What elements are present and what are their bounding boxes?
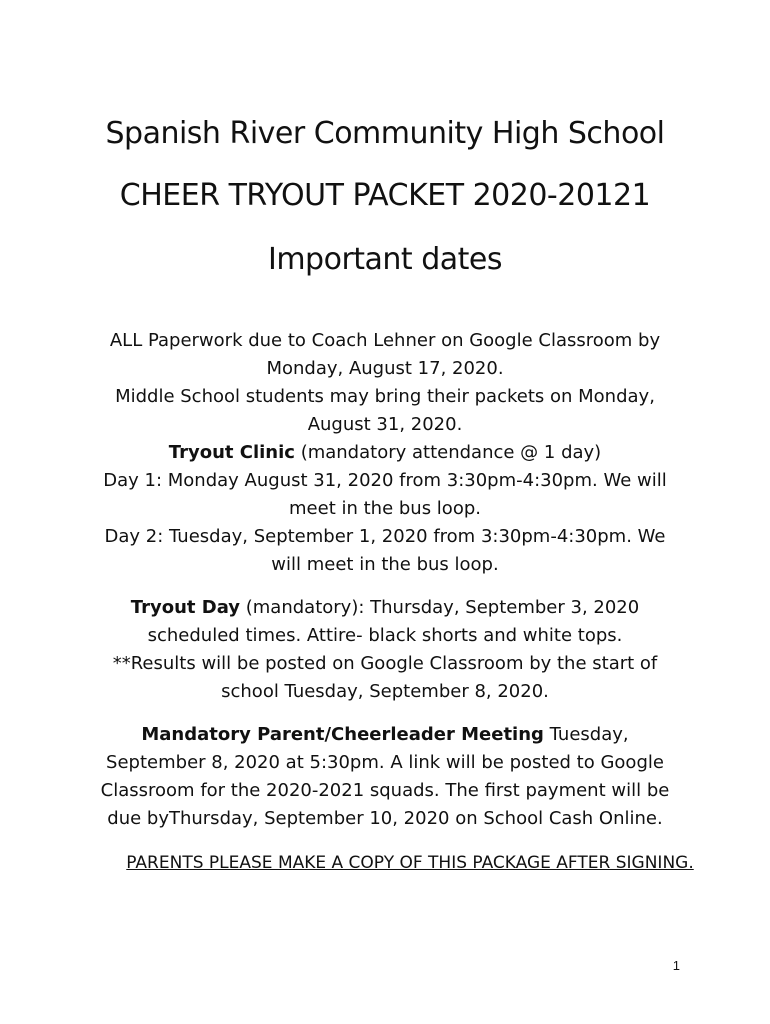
page-number: 1 bbox=[672, 958, 680, 973]
clinic-label: Tryout Clinic bbox=[168, 442, 295, 463]
results-text: **Results will be posted on Google Classroom by the start of school Tuesday, September 8, 2020. bbox=[112, 653, 658, 702]
clinic-day2-text: Day 2: Tuesday, September 1, 2020 from 3:30pm-4:30pm. We will meet in the bus loop. bbox=[104, 526, 666, 575]
clinic-line bbox=[90, 439, 680, 467]
parents-note: PARENTS PLEASE MAKE A COPY OF THIS PACKAGE AFTER SIGNING. bbox=[126, 853, 694, 873]
clinic-day1-text: Day 1: Monday August 31, 2020 from 3:30pm-4:30pm. We will meet in the bus loop. bbox=[103, 470, 667, 519]
paperwork-section bbox=[90, 327, 680, 579]
important-dates-heading: Important dates bbox=[267, 242, 503, 277]
tryout-label: Tryout Day bbox=[130, 597, 241, 618]
meeting-section bbox=[90, 721, 680, 833]
paperwork-due-text: ALL Paperwork due to Coach Lehner on Google Classroom by Monday, August 17, 2020. bbox=[109, 330, 661, 379]
packet-title-heading: CHEER TRYOUT PACKET 2020-20121 bbox=[119, 178, 651, 213]
tryout-line bbox=[90, 594, 680, 650]
clinic-text: (mandatory attendance @ 1 day) bbox=[294, 442, 602, 463]
meeting-label: Mandatory Parent/Cheerleader Meeting bbox=[141, 724, 544, 745]
tryout-section bbox=[90, 594, 680, 706]
middle-school-text: Middle School students may bring their packets on Monday, August 31, 2020. bbox=[115, 386, 655, 435]
meeting-text: Tuesday, September 8, 2020 at 5:30pm. A link will be posted to Google Classroom for the 2020-2021 squads. The first payment will be due byThursday, September 10, 2020 on School Cash Online. bbox=[100, 724, 670, 829]
tryout-text: (mandatory): Thursday, September 3, 2020 scheduled times. Attire- black shorts and white tops. bbox=[147, 597, 640, 646]
school-name-heading: Spanish River Community High School bbox=[105, 116, 665, 151]
